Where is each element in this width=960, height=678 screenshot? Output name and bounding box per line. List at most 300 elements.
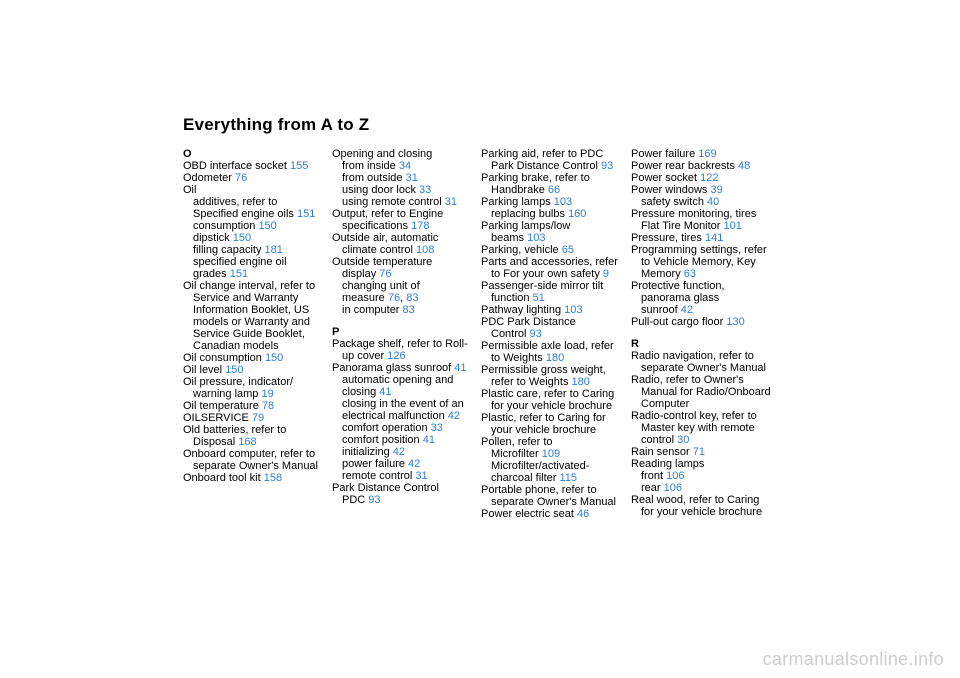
entry-text: closing in the event of an [342, 398, 464, 410]
page-number-link[interactable]: 83 [406, 292, 419, 304]
entry-text: from inside [342, 160, 399, 172]
page-number-link[interactable]: 115 [559, 472, 578, 484]
page-number-link[interactable]: 71 [692, 446, 706, 458]
entry-text: Programming settings, refer [631, 244, 767, 256]
entry-text: models or Warranty and [193, 316, 310, 328]
page-number-link[interactable]: 65 [561, 244, 574, 256]
entry-text: Microfilter/activated- [491, 460, 590, 472]
index-subentry [332, 160, 474, 172]
entry-text: Power windows [631, 184, 711, 196]
index-entry [332, 482, 474, 494]
entry-text: Old batteries, refer to [183, 424, 287, 436]
page-number-link[interactable]: 76 [234, 172, 248, 184]
index-entry [481, 364, 623, 376]
entry-text: OBD interface socket [183, 160, 290, 172]
entry-text: Parts and accessories, refer [481, 256, 618, 268]
entry-text: display [342, 268, 380, 280]
page-number-link[interactable]: 151 [229, 268, 249, 280]
entry-text: Service and Warranty [193, 292, 299, 304]
entry-text: Park Distance Control [332, 482, 439, 494]
entry-text: electrical malfunction [342, 410, 448, 422]
section-letter [631, 338, 773, 350]
page-number-link[interactable]: 19 [261, 388, 274, 400]
entry-text: Radio navigation, refer to [631, 350, 754, 362]
entry-text: Oil [183, 184, 197, 196]
index-entry [631, 208, 773, 220]
entry-text: Plastic care, refer to Caring [481, 388, 615, 400]
index-column-4 [631, 148, 773, 518]
page-number-link[interactable]: 150 [225, 364, 244, 376]
page-number-link[interactable]: 83 [402, 304, 415, 316]
entry-text: Output, refer to Engine [332, 208, 444, 220]
entry-text: Reading lamps [631, 458, 705, 470]
index-entry [481, 196, 623, 208]
index-subentry [631, 482, 773, 494]
page-number-link[interactable]: 106 [666, 470, 685, 482]
section-letter [183, 148, 325, 160]
entry-text: comfort position [342, 434, 423, 446]
index-entry [481, 412, 623, 424]
index-entry [481, 508, 623, 520]
entry-text: Portable phone, refer to [481, 484, 597, 496]
index-subentry [332, 410, 474, 422]
entry-text: grades [193, 268, 230, 280]
page-number-link[interactable]: 122 [700, 172, 719, 184]
entry-text: Pathway lighting [481, 304, 565, 316]
index-entry [183, 400, 325, 412]
page-number-link[interactable]: 103 [527, 232, 546, 244]
index-subentry [481, 376, 623, 388]
entry-text: Pressure, tires [631, 232, 705, 244]
watermark: carmanualsonline.info [762, 649, 944, 669]
entry-text: Radio, refer to Owner's [631, 374, 744, 386]
page-number-link[interactable]: 103 [564, 304, 583, 316]
entry-text: Master key with remote [641, 422, 755, 434]
page-number-link[interactable]: 178 [411, 220, 430, 232]
page-number-link[interactable]: 9 [602, 268, 610, 280]
entry-text: specifications [342, 220, 412, 232]
index-subentry [183, 388, 325, 400]
page-number-link[interactable]: 42 [408, 458, 421, 470]
entry-text: Specified engine oils [193, 208, 297, 220]
index-entry [332, 232, 474, 244]
page-number-link[interactable]: 42 [447, 410, 461, 422]
index-subentry [332, 244, 474, 256]
index-subentry [332, 398, 474, 410]
page-number-link[interactable]: 76 [379, 268, 392, 280]
index-entry [481, 280, 623, 292]
entry-text: your vehicle brochure [491, 424, 597, 436]
entry-text: charcoal filter [491, 472, 560, 484]
entry-text: panorama glass [641, 292, 720, 304]
index-column-3 [481, 148, 623, 520]
page-number-link[interactable]: 106 [663, 482, 682, 494]
page-number-link[interactable]: 41 [454, 362, 467, 374]
index-subentry [183, 340, 325, 352]
index-entry [183, 448, 325, 460]
entry-text: Pollen, refer to [481, 436, 553, 448]
index-subentry [481, 424, 623, 436]
index-entry [332, 148, 474, 160]
page-number-link[interactable]: 108 [415, 244, 435, 256]
page-number-link[interactable]: 31 [444, 196, 457, 208]
page-number-link[interactable]: 93 [368, 494, 381, 506]
entry-text: Permissible gross weight, [481, 364, 606, 376]
entry-text: Oil consumption [183, 352, 265, 364]
index-subentry [631, 422, 773, 434]
page-number-link[interactable]: 34 [398, 160, 412, 172]
index-entry [183, 352, 325, 364]
entry-text: Memory [641, 268, 684, 280]
page-number-link[interactable]: 46 [576, 508, 590, 520]
page-number-link[interactable]: 93 [601, 160, 614, 172]
index-subentry [183, 436, 325, 448]
entry-text: Information Booklet, US [193, 304, 310, 316]
page-number-link[interactable]: 180 [545, 352, 565, 364]
index-subentry [332, 350, 474, 362]
page-number-link[interactable]: 31 [415, 470, 428, 482]
index-entry [481, 388, 623, 400]
entry-text: Rain sensor [631, 446, 693, 458]
entry-text: Power failure [631, 148, 699, 160]
entry-text: Onboard computer, refer to [183, 448, 316, 460]
entry-text: Power socket [631, 172, 701, 184]
page-number-link[interactable]: 155 [290, 160, 309, 172]
entry-text: Parking lamps/low [481, 220, 571, 232]
entry-text: Opening and closing [332, 148, 433, 160]
page-number-link[interactable]: 78 [261, 400, 275, 412]
page-number-link[interactable]: 42 [392, 446, 405, 458]
index-subentry [332, 268, 474, 280]
section-letter [332, 326, 474, 338]
page-number-link[interactable]: 150 [264, 352, 284, 364]
entry-text: Odometer [183, 172, 235, 184]
entry-text: Computer [641, 398, 690, 410]
index-subentry [332, 184, 474, 196]
entry-text: Onboard tool kit [183, 472, 264, 484]
entry-text: Pressure monitoring, tires [631, 208, 757, 220]
page-number-link[interactable]: 33 [430, 422, 443, 434]
entry-text: filling capacity [193, 244, 265, 256]
index-column-1 [183, 148, 325, 484]
entry-text: Oil temperature [183, 400, 262, 412]
index-subentry [183, 196, 325, 208]
entry-text: Disposal [193, 436, 239, 448]
index-subentry [332, 220, 474, 232]
index-entry [631, 148, 773, 160]
entry-text: R [631, 338, 639, 350]
entry-text: control [641, 434, 678, 446]
index-subentry [481, 328, 623, 340]
index-entry [631, 458, 773, 470]
index-subentry [481, 448, 623, 460]
entry-text: Radio-control key, refer to [631, 410, 757, 422]
entry-text: Microfilter [491, 448, 542, 460]
entry-text: sunroof [641, 304, 681, 316]
page-number-link[interactable]: 42 [680, 304, 693, 316]
page-number-link[interactable]: 160 [568, 208, 587, 220]
entry-text: Handbrake [491, 184, 548, 196]
entry-text: specified engine oil [193, 256, 287, 268]
index-entry [631, 160, 773, 172]
entry-text: replacing bulbs [491, 208, 569, 220]
index-subentry [183, 292, 325, 304]
entry-text: climate control [342, 244, 416, 256]
entry-text: Parking lamps [481, 196, 554, 208]
index-entry [332, 208, 474, 220]
entry-text: Protective function, [631, 280, 725, 292]
index-entry [481, 436, 623, 448]
entry-text: remote control [342, 470, 416, 482]
index-subentry [481, 496, 623, 508]
index-entry [183, 184, 325, 196]
entry-text: Parking aid, refer to PDC [481, 148, 604, 160]
index-subentry [631, 256, 773, 268]
entry-text: for your vehicle brochure [641, 506, 763, 518]
index-subentry [332, 446, 474, 458]
entry-text: Oil level [183, 364, 226, 376]
index-subentry [332, 434, 474, 446]
entry-text: Outside temperature [332, 256, 433, 268]
index-entry [631, 446, 773, 458]
page-number-link[interactable]: 151 [296, 208, 316, 220]
entry-text: using door lock [342, 184, 420, 196]
entry-text: rear [641, 482, 664, 494]
entry-text: PDC Park Distance [481, 316, 576, 328]
index-subentry [481, 160, 623, 172]
index-subentry [332, 280, 474, 292]
page-number-link[interactable]: 181 [264, 244, 283, 256]
index-subentry [631, 362, 773, 374]
index-entry [332, 256, 474, 268]
page-number-link[interactable]: 169 [698, 148, 717, 160]
index-subentry [481, 400, 623, 412]
page-number-link[interactable]: 150 [232, 232, 252, 244]
index-entry [631, 316, 773, 328]
index-entry [332, 338, 474, 350]
index-entry [183, 172, 325, 184]
entry-text: Real wood, refer to Caring [631, 494, 760, 506]
entry-text: Control [491, 328, 530, 340]
entry-text: to For your own safety [491, 268, 603, 280]
entry-text: to Vehicle Memory, Key [641, 256, 756, 268]
index-subentry [332, 172, 474, 184]
page-number-link[interactable]: 93 [529, 328, 542, 340]
index-entry [481, 244, 623, 256]
entry-text: Parking, vehicle [481, 244, 562, 256]
page-number-link[interactable]: 150 [258, 220, 277, 232]
page-number-link[interactable]: 40 [707, 196, 720, 208]
page-number-link[interactable]: 141 [704, 232, 724, 244]
index-entry [183, 376, 325, 388]
index-subentry [183, 244, 325, 256]
index-subentry [481, 268, 623, 280]
index-entry [631, 232, 773, 244]
entry-text: Outside air, automatic [332, 232, 439, 244]
entry-text: Passenger-side mirror tilt [481, 280, 604, 292]
index-entry [481, 340, 623, 352]
index-subentry [481, 292, 623, 304]
index-subentry [183, 220, 325, 232]
entry-text: power failure [342, 458, 409, 470]
index-subentry [332, 470, 474, 482]
entry-text: Oil change interval, refer to [183, 280, 316, 292]
index-subentry [631, 268, 773, 280]
page-number-link[interactable]: 130 [726, 316, 745, 328]
index-entry [631, 494, 773, 506]
index-subentry [631, 506, 773, 518]
entry-text: O [183, 148, 192, 160]
index-entry [631, 184, 773, 196]
page-number-link[interactable]: 41 [379, 386, 392, 398]
index-subentry [631, 220, 773, 232]
entry-text: P [332, 326, 340, 338]
entry-text: Manual for Radio/Onboard [641, 386, 771, 398]
index-entry [631, 350, 773, 362]
index-subentry [481, 208, 623, 220]
index-column-2 [332, 148, 474, 506]
entry-text: Oil pressure, indicator/ [183, 376, 294, 388]
page-number-link[interactable]: 48 [737, 160, 751, 172]
entry-text: separate Owner's Manual [641, 362, 766, 374]
entry-text: refer to Weights [491, 376, 572, 388]
index-subentry [183, 232, 325, 244]
entry-text: Pull-out cargo floor [631, 316, 727, 328]
entry-text: changing unit of [342, 280, 420, 292]
index-entry [631, 172, 773, 184]
entry-text: initializing [342, 446, 393, 458]
index-subentry [183, 256, 325, 268]
page-separator: , [400, 292, 407, 304]
index-entry [183, 424, 325, 436]
index-subentry [183, 316, 325, 328]
page-number-link[interactable]: 41 [422, 434, 435, 446]
entry-text: Service Guide Booklet, [193, 328, 305, 340]
index-entry [631, 244, 773, 256]
entry-text: PDC [342, 494, 369, 506]
index-subentry [631, 398, 773, 410]
entry-text: separate Owner's Manual [193, 460, 318, 472]
index-entry [631, 374, 773, 386]
page-number-link[interactable]: 158 [263, 472, 283, 484]
index-subentry [332, 458, 474, 470]
index-entry [183, 160, 325, 172]
page-title: Everything from A to Z [183, 115, 370, 134]
index-subentry [631, 292, 773, 304]
entry-text: up cover [342, 350, 388, 362]
page-number-link[interactable]: 30 [677, 434, 690, 446]
index-subentry [332, 494, 474, 506]
entry-text: warning lamp [193, 388, 262, 400]
entry-text: dipstick [193, 232, 233, 244]
index-entry [631, 280, 773, 292]
index-entry [481, 484, 623, 496]
index-subentry [332, 422, 474, 434]
entry-text: in computer [342, 304, 403, 316]
entry-text: consumption [193, 220, 259, 232]
page-number-link[interactable]: 103 [553, 196, 573, 208]
index-subentry [481, 460, 623, 472]
entry-text: Package shelf, refer to Roll- [332, 338, 468, 350]
index-subentry [631, 196, 773, 208]
entry-text: measure [342, 292, 388, 304]
page-number-link[interactable]: 126 [387, 350, 406, 362]
page-number-link[interactable]: 31 [405, 172, 418, 184]
entry-text: Canadian models [193, 340, 279, 352]
entry-text: Panorama glass sunroof [332, 362, 455, 374]
page-number-link[interactable]: 79 [251, 412, 265, 424]
index-subentry [631, 434, 773, 446]
entry-text: closing [342, 386, 380, 398]
entry-text: Power electric seat [481, 508, 577, 520]
entry-text: from outside [342, 172, 406, 184]
index-entry [332, 362, 474, 374]
entry-text: using remote control [342, 196, 445, 208]
index-subentry [332, 304, 474, 316]
index-entry [481, 148, 623, 160]
index-entry [481, 172, 623, 184]
page-number-link[interactable]: 180 [571, 376, 590, 388]
entry-text: Parking brake, refer to [481, 172, 590, 184]
index-subentry [631, 470, 773, 482]
index-subentry [332, 196, 474, 208]
index-subentry [183, 208, 325, 220]
page-number-link[interactable]: 51 [532, 292, 545, 304]
index-subentry [332, 374, 474, 386]
entry-text: for your vehicle brochure [491, 400, 613, 412]
page-number-link[interactable]: 33 [419, 184, 432, 196]
index-subentry [481, 472, 623, 484]
index-entry [481, 316, 623, 328]
index-subentry [631, 304, 773, 316]
page-number-link[interactable]: 168 [238, 436, 257, 448]
entry-text: front [641, 470, 667, 482]
index-subentry [481, 352, 623, 364]
index-entry [183, 412, 325, 424]
entry-text: comfort operation [342, 422, 431, 434]
index-subentry [481, 184, 623, 196]
index-subentry [481, 232, 623, 244]
page-number-link[interactable]: 63 [683, 268, 697, 280]
index-entry [183, 364, 325, 376]
index-subentry [183, 304, 325, 316]
page-number-link[interactable]: 39 [710, 184, 723, 196]
index-entry [481, 256, 623, 268]
index-subentry [183, 328, 325, 340]
page-number-link[interactable]: 109 [541, 448, 561, 460]
entry-text: safety switch [641, 196, 708, 208]
entry-text: Flat Tire Monitor [641, 220, 724, 232]
entry-text: Permissible axle load, refer [481, 340, 614, 352]
index-subentry [183, 460, 325, 472]
entry-text: to Weights [491, 352, 546, 364]
page-number-link[interactable]: 66 [547, 184, 561, 196]
entry-text: Plastic, refer to Caring for [481, 412, 606, 424]
entry-text: additives, refer to [193, 196, 278, 208]
index-subentry [332, 386, 474, 398]
entry-text: automatic opening and [342, 374, 454, 386]
entry-text: OILSERVICE [183, 412, 252, 424]
page-number-link[interactable]: 76 [387, 292, 401, 304]
entry-text: beams [491, 232, 528, 244]
page-number-link[interactable]: 101 [723, 220, 742, 232]
index-entry [183, 280, 325, 292]
index-subentry [631, 386, 773, 398]
index-subentry [332, 292, 474, 304]
entry-text: separate Owner's Manual [491, 496, 616, 508]
index-entry [631, 410, 773, 422]
index-subentry [183, 268, 325, 280]
